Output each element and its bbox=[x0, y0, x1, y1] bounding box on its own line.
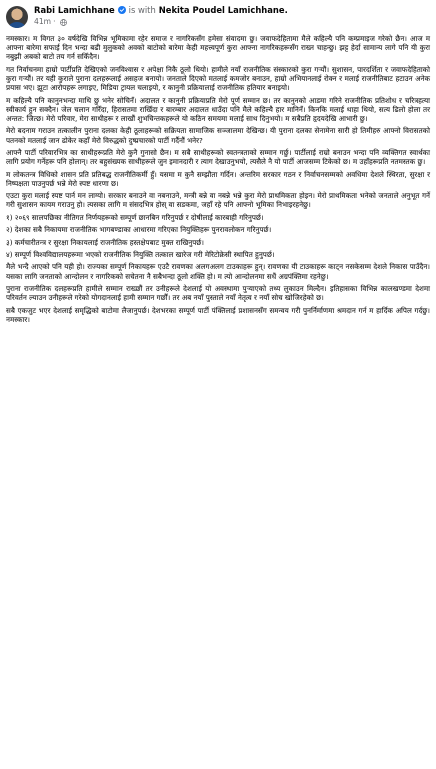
list-item-1: १) २०६९ सालपछिका नीतिगत निर्णयहरूको सम्पूर्ण छानबिन गरिनुपर्छ र दोषीलाई कारबाही गरिनुपर्छ। bbox=[6, 212, 264, 222]
globe-icon[interactable] bbox=[60, 19, 67, 26]
paragraph-3: म कहिल्यै पनि कानुनभन्दा माथि छु भनेर सोचिनँ। अदालत र कानुनी प्रक्रियाप्रति मेरो पूर्ण सम्मान छ। तर कानुनको आडमा गरिने राजनीतिक प्रतिशोध र चरित्रहत्या स्वीकार्य हुन सक्दैन। जेल चलान गरिँदा, हिरासतमा राखिँदा र बारम्बार अदालत धाउँदा पनि मैले कहिल्यै हार मानिनँ। किनकि मलाई थाहा थियो, सत्य ढिलो होला तर अन्तत: जित्छ। मेरो परिवार, मेरा साथीहरू र लाखौं शुभचिन्तकहरूले यो कठिन समयमा मलाई साथ दिनुभयो। म सबैप्रति हृदयदेखि आभारी छु। bbox=[6, 95, 430, 123]
list-item-4: ४) सम्पूर्ण विश्वविद्यालयहरूमा भएको राजनीतिक नियुक्ति तत्काल खारेज गरी मेरिटोक्रेसी स्थापित हुनुपर्छ। bbox=[6, 249, 275, 259]
verified-badge-icon bbox=[118, 6, 126, 14]
post-subline bbox=[34, 16, 288, 28]
tagged-person[interactable]: Nekita Poudel Lamichhane. bbox=[158, 5, 288, 15]
paragraph-6: म लोकतन्त्र विधिको शासन प्रति प्रतिबद्ध राजनीतिकर्मी हुँ। यसमा म कुनै सम्झौता गर्दिन। अन्तरिम सरकार गठन र निर्वाचनसम्मको अवधिमा देशले स्थिरता, सुरक्षा र निष्पक्षता पाउनुपर्छ भन्ने मेरो स्पष्ट धारणा छ। bbox=[6, 169, 430, 188]
paragraph-4: मेरो बदनाम गराउन तत्कालीन पुराना दलका केही ठूलाहरूको सक्रियता सामाजिक सञ्जालमा देखिन्छ। यी पुराना दलका सेनामेना सारी हो तिमीहरु आफ्नो विरासतको पतनको मतलाई जान ढोकेर कहाँ मेरो विरुद्धको दुष्प्रचारको पार्टी गर्दैनौं भनेर? bbox=[6, 126, 430, 145]
paragraph-5: आफ्नै पार्टी परिवारभित्र का साथीहरूप्रति मेरो कुनै गुनासो छैन। म सबै साथीहरूको स्वतन्त्रताको सम्मान गर्छु। पार्टीलाई राम्रो बनाउन भन्दा पनि व्यक्तिगत स्वार्थका लागि प्रयोग गर्नेहरू पनि होलान्। तर बहुसंख्यक साथीहरूले जुन इमानदारी र त्याग देखाउनुभयो, त्यसैले नै यो पार्टी आजसम्म टिकेको छ। म उहाँहरूप्रति नतमस्तक छु। bbox=[6, 147, 430, 167]
author-avatar[interactable] bbox=[6, 6, 28, 28]
post-body bbox=[6, 34, 430, 324]
list-item-3: ३) कर्मचारीतन्त्र र सुरक्षा निकायलाई राजनीतिक हस्तक्षेपबाट मुक्त राखिनुपर्छ। bbox=[6, 237, 205, 247]
post-names-line bbox=[34, 4, 288, 16]
post-time[interactable]: 41m bbox=[34, 17, 52, 26]
author-name[interactable]: Rabi Lamichhane bbox=[34, 5, 115, 15]
paragraph-1: नमस्कार। म विगत ३० वर्षदेखि विभिन्न भूमिकामा रहेर समाज र नागरिकसँग हमेसा संवादमा छु। जवाफदेहितामा मैले कहिल्यै पनि कम्प्रमाइज गरेको छैन। आज म आफ्ना बारेमा सफाई दिन भन्दा बढी मुलुकको अवको बाटोको बारेमा केही महत्त्वपूर्ण कुरा आफ्ना नागरिकहरूसँग राख्न चाहन्छु। झट्ट हेर्दा सामान्य लागे पनि यी कुरा नबुझी अबको बाटो तय गर्न सकिँदैन। bbox=[6, 34, 430, 62]
paragraph-9: पुराना राजनीतिक दलहरूप्रति हामीले सम्मान राख्छौं तर उनीहरूले देशलाई यो अवस्थामा पुर्‍याएको तथ्य लुकाउन मिल्दैन। इतिहासका विभिन्न कालखण्डमा देशमा परिवर्तन ल्याउन उनीहरूले गरेको योगदानलाई हामी सम्मान गर्छौं। तर अब नयाँ पुस्ताले नयाँ नेतृत्व र नयाँ सोच खोजिरहेको छ। bbox=[6, 283, 430, 303]
post-header bbox=[6, 4, 430, 34]
post-meta bbox=[34, 4, 288, 28]
meta-separator: · bbox=[53, 17, 56, 26]
paragraph-7: एउटा कुरा मलाई स्पष्ट पार्न मन लाग्यो। सरकार बनाउने वा नबनाउने, मन्त्री बन्ने वा नबन्ने भन्ने कुरा मेरो प्राथमिकता होइन। मेरो प्राथमिकता भनेको जनताले अनुभूत गर्ने गरी सुशासन कायम गराउनु हो। त्यसका लागि म संसदभित्र होस् वा सडकमा, जहाँ रहे पनि आफ्नो भूमिका निभाइरहनेछु। bbox=[6, 191, 430, 210]
paragraph-8: मैले भन्दै आएको पनि यही हो। राज्यका सम्पूर्ण निकायहरू एउटै रावणका अलगअलग टाउकाहरू हुन्। रावणका यी टाउकाहरू काट्न नसकेसम्म देशले निकास पाउँदैन। यसका लागि जनताको आन्दोलन र नागरिकको सचेतना नै सबैभन्दा ठूलो शक्ति हो। म त्यो आन्दोलनमा सधैं अग्रपंक्तिमा रहनेछु। bbox=[6, 262, 430, 281]
paragraph-10: सबै एकजुट भएर देशलाई समृद्धिको बाटोमा लैजानुपर्छ। देशभरका सम्पूर्ण पार्टी पंक्तिलाई प्रशासनसँग समन्वय गरी पुनर्निर्माणमा श्रमदान गर्न म हार्दिक अपिल गर्दछु। नमस्कार। bbox=[6, 305, 430, 324]
paragraph-2: गत निर्वाचनमा हाम्रो पार्टीप्रति देखिएको जनविश्वास र अपेक्षा निकै ठूलो थियो। हामीले नयाँ राजनीतिक संस्कारको कुरा गर्‍यौं। सुशासन, पारदर्शिता र जवाफदेहिताको कुरा गर्‍यौं। तर यही कुराले पुराना दलहरूलाई असहज बनायो। जनताले दिएको मतलाई कमजोर बनाउन, हाम्रो अभियानलाई रोक्न र मलाई राजनीतिबाट हटाउन अनेक प्रयास भए। झूटा आरोपहरू लगाइए, मिडिया ट्रायल चलाइयो, र कानुनी प्रक्रियालाई राजनीतिक हतियार बनाइयो। bbox=[6, 64, 430, 93]
with-word: is with bbox=[128, 5, 156, 15]
list-item-2: २) देशका सबै निकायमा राजनीतिक भागबण्डाका आधारमा गरिएका नियुक्तिहरू पुनरावलोकन गरिनुपर्छ। bbox=[6, 225, 272, 235]
